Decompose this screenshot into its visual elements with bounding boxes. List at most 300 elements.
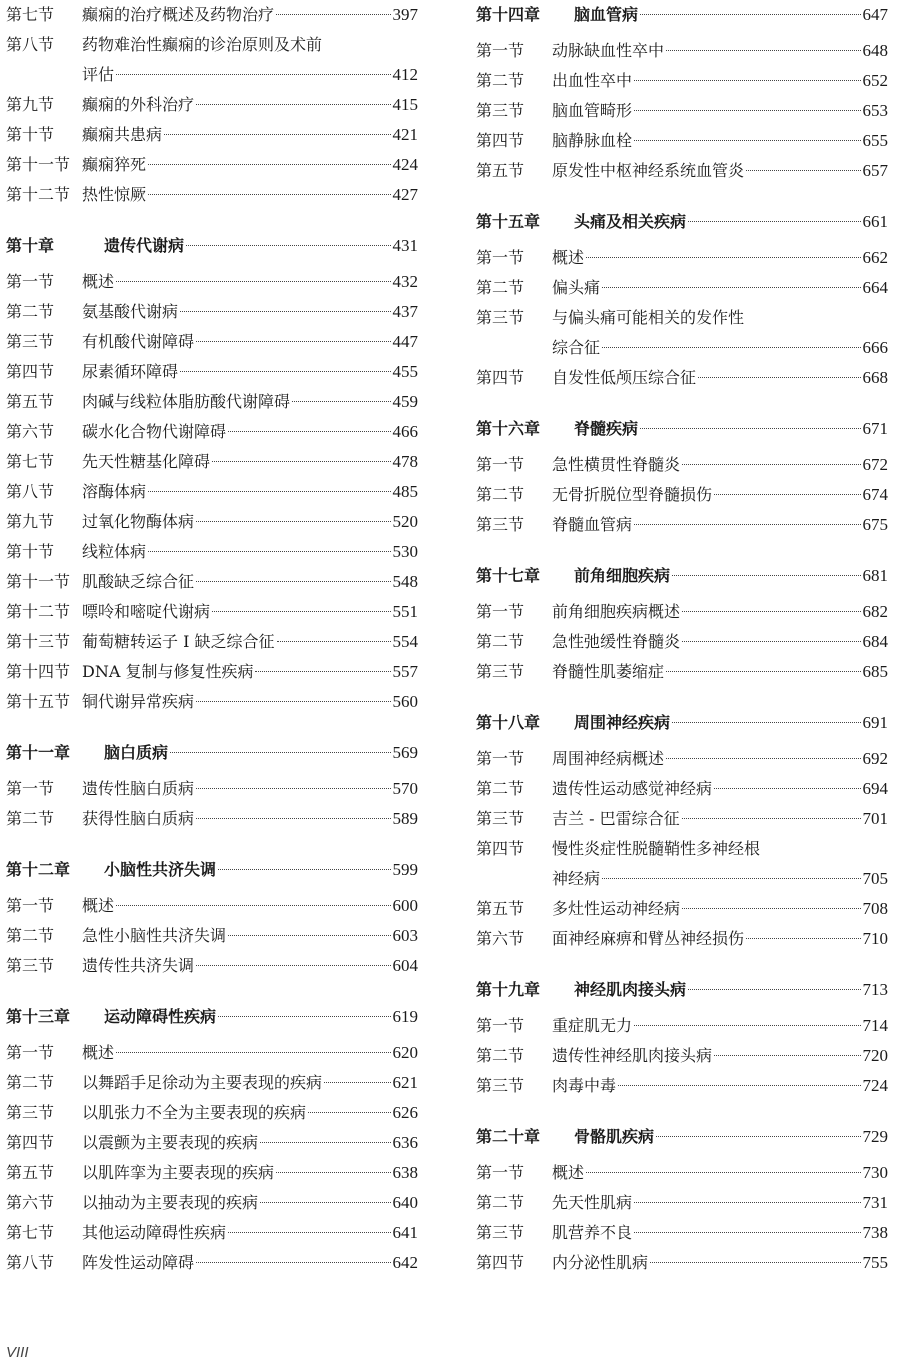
toc-chapter-entry[interactable]	[476, 975, 888, 1005]
toc-entry-page-number: 424	[392, 155, 418, 174]
toc-entry-label: 第十四节	[6, 662, 71, 681]
toc-entry-title: 原发性中枢神经系统血管炎	[552, 161, 745, 180]
toc-entry-page-number: 530	[392, 542, 418, 561]
toc-entry-page-number: 548	[392, 572, 418, 591]
toc-entry-page-number: 447	[392, 332, 418, 351]
toc-chapter-entry[interactable]	[476, 1122, 888, 1152]
toc-entry-title: 铜代谢异常疾病	[82, 692, 195, 711]
toc-dot-leader	[634, 523, 860, 525]
toc-entry-page-number: 599	[392, 860, 418, 879]
toc-dot-leader	[292, 400, 390, 402]
toc-entry-page-number: 648	[862, 41, 888, 60]
toc-entry-label: 第五节	[6, 392, 55, 411]
toc-section-entry[interactable]	[476, 1071, 888, 1101]
toc-dot-leader	[656, 1135, 860, 1137]
toc-entry-label: 第五节	[476, 161, 525, 180]
toc-section-entry[interactable]	[6, 387, 418, 417]
toc-entry-page-number: 694	[862, 779, 888, 798]
toc-dot-leader	[196, 817, 390, 819]
toc-dot-leader	[212, 610, 390, 612]
toc-section-entry[interactable]	[476, 303, 888, 333]
toc-section-entry[interactable]	[476, 627, 888, 657]
toc-chapter-entry[interactable]	[6, 231, 418, 261]
toc-dot-leader	[196, 1261, 390, 1263]
toc-entry-title: 概述	[82, 896, 115, 915]
toc-section-entry[interactable]	[476, 156, 888, 186]
toc-entry-title: 肌酸缺乏综合征	[82, 572, 195, 591]
toc-dot-leader	[618, 1084, 860, 1086]
toc-dot-leader	[640, 427, 860, 429]
toc-section-entry[interactable]	[6, 1218, 418, 1248]
toc-section-entry[interactable]	[6, 1038, 418, 1068]
toc-entry-title: 脊髓血管病	[552, 515, 633, 534]
toc-dot-leader	[688, 988, 860, 990]
toc-section-entry[interactable]	[6, 1128, 418, 1158]
toc-section-entry[interactable]	[476, 1011, 888, 1041]
toc-entry-page-number: 684	[862, 632, 888, 651]
toc-entry-label: 第十六章	[476, 419, 541, 438]
toc-section-entry[interactable]	[476, 333, 888, 363]
toc-entry-title: 与偏头痛可能相关的发作性	[552, 308, 745, 327]
toc-entry-label: 第二节	[6, 809, 55, 828]
toc-entry-page-number: 432	[392, 272, 418, 291]
toc-entry-label: 第十二节	[6, 185, 71, 204]
toc-section-entry[interactable]	[476, 510, 888, 540]
toc-dot-leader	[186, 244, 390, 246]
toc-entry-title: 遗传代谢病	[104, 236, 185, 255]
toc-entry-title: 先天性糖基化障碍	[82, 452, 211, 471]
toc-section-entry[interactable]	[476, 1188, 888, 1218]
toc-entry-label: 第四节	[476, 131, 525, 150]
toc-entry-label: 第十节	[6, 542, 55, 561]
toc-dot-leader	[148, 163, 390, 165]
toc-dot-leader	[212, 460, 390, 462]
toc-entry-page-number: 642	[392, 1253, 418, 1272]
toc-section-entry[interactable]	[476, 657, 888, 687]
toc-entry-label: 第二节	[476, 71, 525, 90]
toc-entry-label: 第一节	[6, 779, 55, 798]
toc-entry-page-number: 478	[392, 452, 418, 471]
toc-entry-page-number: 427	[392, 185, 418, 204]
toc-entry-label: 第十八章	[476, 713, 541, 732]
toc-entry-page-number: 674	[862, 485, 888, 504]
toc-dot-leader	[324, 1081, 390, 1083]
toc-dot-leader	[640, 13, 860, 15]
toc-section-entry[interactable]	[6, 537, 418, 567]
toc-dot-leader	[164, 133, 390, 135]
toc-dot-leader	[586, 256, 860, 258]
toc-section-entry[interactable]	[476, 744, 888, 774]
toc-section-entry[interactable]	[6, 1068, 418, 1098]
toc-group-gap	[476, 186, 888, 207]
toc-group-gap	[6, 981, 418, 1002]
toc-dot-leader	[308, 1111, 390, 1113]
toc-section-entry[interactable]	[6, 597, 418, 627]
toc-section-entry[interactable]	[6, 0, 418, 30]
toc-dot-leader	[634, 139, 860, 141]
toc-dot-leader	[634, 1201, 860, 1203]
toc-section-entry[interactable]	[476, 834, 888, 864]
toc-entry-page-number: 421	[392, 125, 418, 144]
toc-dot-leader	[196, 787, 390, 789]
toc-entry-title: 面神经麻痹和臂丛神经损伤	[552, 929, 745, 948]
toc-entry-page-number: 661	[862, 212, 888, 231]
toc-dot-leader	[148, 550, 390, 552]
toc-entry-label: 第四节	[476, 368, 525, 387]
toc-section-entry[interactable]	[476, 774, 888, 804]
toc-right-column	[476, 0, 888, 1278]
toc-entry-title: 热性惊厥	[82, 185, 147, 204]
toc-entry-label: 第四节	[6, 362, 55, 381]
toc-entry-label: 第十五节	[6, 692, 71, 711]
toc-entry-page-number: 653	[862, 101, 888, 120]
toc-section-entry[interactable]	[476, 597, 888, 627]
toc-dot-leader	[196, 520, 390, 522]
toc-entry-title: 癫痫猝死	[82, 155, 147, 174]
toc-section-entry[interactable]	[6, 60, 418, 90]
toc-entry-label: 第二节	[6, 1073, 55, 1092]
toc-entry-title: 概述	[82, 1043, 115, 1062]
toc-entry-title: 以抽动为主要表现的疾病	[82, 1193, 259, 1212]
toc-entry-page-number: 647	[862, 5, 888, 24]
toc-dot-leader	[196, 580, 390, 582]
toc-entry-title: 神经病	[552, 869, 601, 888]
toc-entry-title: 癫痫共患病	[82, 125, 163, 144]
toc-chapter-entry[interactable]	[476, 561, 888, 591]
toc-group-gap	[476, 954, 888, 975]
toc-dot-leader	[196, 340, 390, 342]
toc-entry-label: 第一节	[6, 1043, 55, 1062]
toc-entry-page-number: 713	[862, 980, 888, 999]
toc-entry-label: 第三节	[6, 332, 55, 351]
toc-section-entry[interactable]	[6, 180, 418, 210]
toc-entry-label: 第三节	[6, 956, 55, 975]
toc-entry-label: 第十一节	[6, 572, 71, 591]
toc-section-entry[interactable]	[6, 447, 418, 477]
toc-entry-page-number: 731	[862, 1193, 888, 1212]
toc-section-entry[interactable]	[476, 273, 888, 303]
toc-section-entry[interactable]	[6, 1098, 418, 1128]
toc-dot-leader	[634, 109, 860, 111]
toc-entry-title: 先天性肌病	[552, 1193, 633, 1212]
toc-dot-leader	[634, 1231, 860, 1233]
toc-entry-label: 第四节	[476, 839, 525, 858]
toc-entry-page-number: 705	[862, 869, 888, 888]
toc-entry-page-number: 560	[392, 692, 418, 711]
toc-chapter-entry[interactable]	[6, 1002, 418, 1032]
toc-section-entry[interactable]	[6, 90, 418, 120]
toc-entry-title: 出血性卒中	[552, 71, 633, 90]
toc-entry-title: 动脉缺血性卒中	[552, 41, 665, 60]
toc-dot-leader	[276, 13, 390, 15]
toc-entry-title: 急性小脑性共济失调	[82, 926, 227, 945]
toc-entry-label: 第二节	[476, 278, 525, 297]
toc-entry-title: 溶酶体病	[82, 482, 147, 501]
toc-entry-label: 第八节	[6, 482, 55, 501]
toc-entry-page-number: 485	[392, 482, 418, 501]
toc-entry-label: 第十四章	[476, 5, 541, 24]
toc-entry-label: 第三节	[476, 101, 525, 120]
toc-entry-page-number: 655	[862, 131, 888, 150]
toc-entry-label: 第十二节	[6, 602, 71, 621]
toc-entry-page-number: 720	[862, 1046, 888, 1065]
toc-chapter-entry[interactable]	[476, 207, 888, 237]
toc-entry-title: 获得性脑白质病	[82, 809, 195, 828]
toc-dot-leader	[666, 49, 860, 51]
toc-dot-leader	[170, 751, 390, 753]
toc-entry-page-number: 692	[862, 749, 888, 768]
toc-section-entry[interactable]	[476, 450, 888, 480]
toc-entry-page-number: 600	[392, 896, 418, 915]
toc-section-entry[interactable]	[476, 1041, 888, 1071]
toc-entry-page-number: 621	[392, 1073, 418, 1092]
toc-entry-label: 第十一章	[6, 743, 71, 762]
toc-entry-label: 第三节	[476, 515, 525, 534]
toc-entry-label: 第五节	[476, 899, 525, 918]
toc-entry-title: 偏头痛	[552, 278, 601, 297]
toc-section-entry[interactable]	[476, 804, 888, 834]
toc-entry-page-number: 724	[862, 1076, 888, 1095]
toc-section-entry[interactable]	[6, 567, 418, 597]
toc-entry-title: 前角细胞疾病	[574, 566, 671, 585]
page-folio: VIII	[6, 1344, 29, 1361]
toc-entry-page-number: 652	[862, 71, 888, 90]
toc-dot-leader	[276, 1171, 390, 1173]
toc-dot-leader	[714, 1054, 860, 1056]
toc-entry-page-number: 682	[862, 602, 888, 621]
toc-entry-page-number: 641	[392, 1223, 418, 1242]
toc-entry-title: 慢性炎症性脱髓鞘性多神经根	[552, 839, 761, 858]
toc-entry-page-number: 675	[862, 515, 888, 534]
toc-entry-title: 氨基酸代谢病	[82, 302, 179, 321]
toc-entry-title: 前角细胞疾病概述	[552, 602, 681, 621]
toc-section-entry[interactable]	[476, 1248, 888, 1278]
toc-section-entry[interactable]	[476, 864, 888, 894]
toc-section-entry[interactable]	[476, 66, 888, 96]
toc-entry-label: 第五节	[6, 1163, 55, 1182]
toc-section-entry[interactable]	[6, 687, 418, 717]
toc-entry-title: 概述	[552, 1163, 585, 1182]
toc-entry-label: 第六节	[6, 422, 55, 441]
toc-entry-label: 第九节	[6, 512, 55, 531]
toc-dot-leader	[586, 1171, 860, 1173]
toc-left-column	[6, 0, 418, 1278]
toc-section-entry[interactable]	[476, 243, 888, 273]
toc-section-entry[interactable]	[6, 297, 418, 327]
toc-dot-leader	[148, 193, 390, 195]
toc-section-entry[interactable]	[476, 363, 888, 393]
toc-entry-title: 癫痫的外科治疗	[82, 95, 195, 114]
toc-chapter-entry[interactable]	[476, 414, 888, 444]
toc-entry-page-number: 437	[392, 302, 418, 321]
toc-entry-page-number: 714	[862, 1016, 888, 1035]
toc-chapter-entry[interactable]	[476, 708, 888, 738]
toc-dot-leader	[602, 346, 860, 348]
toc-section-entry[interactable]	[476, 96, 888, 126]
toc-entry-label: 第一节	[476, 602, 525, 621]
toc-section-entry[interactable]	[6, 891, 418, 921]
toc-section-entry[interactable]	[6, 921, 418, 951]
toc-dot-leader	[255, 670, 390, 672]
toc-dot-leader	[672, 721, 860, 723]
toc-entry-label: 第一节	[476, 455, 525, 474]
toc-dot-leader	[218, 1015, 390, 1017]
toc-entry-label: 第十节	[6, 125, 55, 144]
toc-section-entry[interactable]	[6, 30, 418, 60]
toc-entry-title: 碳水化合物代谢障碍	[82, 422, 227, 441]
toc-dot-leader	[714, 787, 860, 789]
toc-entry-label: 第一节	[476, 248, 525, 267]
toc-entry-title: 运动障碍性疾病	[104, 1007, 217, 1026]
toc-entry-label: 第二节	[6, 302, 55, 321]
toc-entry-title: 脊髓性肌萎缩症	[552, 662, 665, 681]
toc-entry-title: 有机酸代谢障碍	[82, 332, 195, 351]
toc-entry-title: DNA 复制与修复性疾病	[82, 662, 254, 681]
toc-entry-title: 肌营养不良	[552, 1223, 633, 1242]
toc-dot-leader	[746, 937, 860, 939]
toc-entry-title: 评估	[82, 65, 115, 84]
toc-dot-leader	[196, 103, 390, 105]
toc-section-entry[interactable]	[476, 1218, 888, 1248]
toc-entry-page-number: 557	[392, 662, 418, 681]
toc-section-entry[interactable]	[6, 1158, 418, 1188]
toc-section-entry[interactable]	[476, 924, 888, 954]
toc-section-entry[interactable]	[6, 1248, 418, 1278]
toc-group-gap	[476, 393, 888, 414]
toc-entry-title: 自发性低颅压综合征	[552, 368, 697, 387]
toc-dot-leader	[218, 868, 390, 870]
toc-entry-page-number: 685	[862, 662, 888, 681]
toc-entry-title: 周围神经病概述	[552, 749, 665, 768]
toc-entry-page-number: 666	[862, 338, 888, 357]
toc-group-gap	[6, 717, 418, 738]
toc-section-entry[interactable]	[476, 126, 888, 156]
toc-dot-leader	[196, 700, 390, 702]
toc-entry-title: 肉碱与线粒体脂肪酸代谢障碍	[82, 392, 291, 411]
toc-entry-title: 嘌呤和嘧啶代谢病	[82, 602, 211, 621]
toc-section-entry[interactable]	[476, 894, 888, 924]
toc-dot-leader	[650, 1261, 860, 1263]
toc-group-gap	[476, 687, 888, 708]
toc-entry-label: 第六节	[6, 1193, 55, 1212]
toc-section-entry[interactable]	[476, 36, 888, 66]
toc-entry-title: 葡萄糖转运子 I 缺乏综合征	[82, 632, 275, 651]
toc-entry-title: 尿素循环障碍	[82, 362, 179, 381]
toc-section-entry[interactable]	[476, 480, 888, 510]
toc-entry-page-number: 662	[862, 248, 888, 267]
toc-entry-title: 遗传性共济失调	[82, 956, 195, 975]
toc-entry-page-number: 603	[392, 926, 418, 945]
toc-dot-leader	[666, 670, 860, 672]
toc-section-entry[interactable]	[6, 627, 418, 657]
toc-dot-leader	[260, 1201, 390, 1203]
toc-dot-leader	[634, 1024, 860, 1026]
toc-group-gap	[6, 834, 418, 855]
toc-entry-title: 概述	[82, 272, 115, 291]
toc-section-entry[interactable]	[6, 951, 418, 981]
toc-entry-title: 过氧化物酶体病	[82, 512, 195, 531]
toc-entry-label: 第一节	[6, 272, 55, 291]
toc-chapter-entry[interactable]	[476, 0, 888, 30]
toc-entry-page-number: 708	[862, 899, 888, 918]
toc-section-entry[interactable]	[6, 150, 418, 180]
toc-entry-page-number: 620	[392, 1043, 418, 1062]
toc-dot-leader	[116, 904, 390, 906]
toc-dot-leader	[602, 877, 860, 879]
toc-entry-page-number: 681	[862, 566, 888, 585]
toc-entry-label: 第六节	[476, 929, 525, 948]
toc-dot-leader	[228, 430, 390, 432]
toc-entry-title: 无骨折脱位型脊髓损伤	[552, 485, 713, 504]
toc-entry-label: 第二节	[6, 926, 55, 945]
toc-chapter-entry[interactable]	[6, 738, 418, 768]
toc-entry-label: 第七节	[6, 1223, 55, 1242]
toc-entry-page-number: 415	[392, 95, 418, 114]
toc-entry-label: 第一节	[476, 41, 525, 60]
toc-entry-title: 肉毒中毒	[552, 1076, 617, 1095]
toc-entry-title: 概述	[552, 248, 585, 267]
toc-entry-title: 脑血管病	[574, 5, 639, 24]
toc-group-gap	[476, 540, 888, 561]
toc-entry-title: 阵发性运动障碍	[82, 1253, 195, 1272]
toc-dot-leader	[688, 220, 860, 222]
toc-entry-title: 吉兰 - 巴雷综合征	[552, 809, 680, 828]
toc-section-entry[interactable]	[6, 657, 418, 687]
toc-entry-label: 第三节	[476, 662, 525, 681]
toc-entry-label: 第十二章	[6, 860, 71, 879]
toc-entry-page-number: 569	[392, 743, 418, 762]
toc-section-entry[interactable]	[6, 357, 418, 387]
toc-entry-title: 小脑性共济失调	[104, 860, 217, 879]
toc-section-entry[interactable]	[6, 477, 418, 507]
toc-entry-page-number: 672	[862, 455, 888, 474]
toc-entry-page-number: 664	[862, 278, 888, 297]
toc-entry-label: 第一节	[6, 896, 55, 915]
toc-entry-title: 其他运动障碍性疾病	[82, 1223, 227, 1242]
toc-section-entry[interactable]	[6, 120, 418, 150]
toc-entry-label: 第一节	[476, 1163, 525, 1182]
toc-section-entry[interactable]	[6, 1188, 418, 1218]
toc-section-entry[interactable]	[6, 327, 418, 357]
toc-entry-label: 第七节	[6, 5, 55, 24]
toc-entry-label: 第二节	[476, 1193, 525, 1212]
toc-section-entry[interactable]	[6, 774, 418, 804]
toc-entry-label: 第三节	[476, 308, 525, 327]
toc-entry-page-number: 589	[392, 809, 418, 828]
toc-section-entry[interactable]	[6, 417, 418, 447]
toc-entry-title: 急性弛缓性脊髓炎	[552, 632, 681, 651]
toc-entry-page-number: 730	[862, 1163, 888, 1182]
toc-entry-page-number: 668	[862, 368, 888, 387]
toc-entry-title: 药物难治性癫痫的诊治原则及术前	[82, 35, 323, 54]
toc-section-entry[interactable]	[476, 1158, 888, 1188]
toc-entry-label: 第十一节	[6, 155, 71, 174]
toc-group-gap	[6, 210, 418, 231]
toc-entry-title: 以舞蹈手足徐动为主要表现的疾病	[82, 1073, 323, 1092]
toc-entry-title: 重症肌无力	[552, 1016, 633, 1035]
toc-entry-title: 骨骼肌疾病	[574, 1127, 655, 1146]
toc-entry-page-number: 638	[392, 1163, 418, 1182]
toc-chapter-entry[interactable]	[6, 855, 418, 885]
toc-section-entry[interactable]	[6, 267, 418, 297]
toc-entry-label: 第二节	[476, 1046, 525, 1065]
toc-dot-leader	[666, 757, 860, 759]
toc-dot-leader	[746, 169, 860, 171]
toc-section-entry[interactable]	[6, 804, 418, 834]
toc-entry-page-number: 604	[392, 956, 418, 975]
toc-section-entry[interactable]	[6, 507, 418, 537]
toc-entry-label: 第十章	[6, 236, 55, 255]
